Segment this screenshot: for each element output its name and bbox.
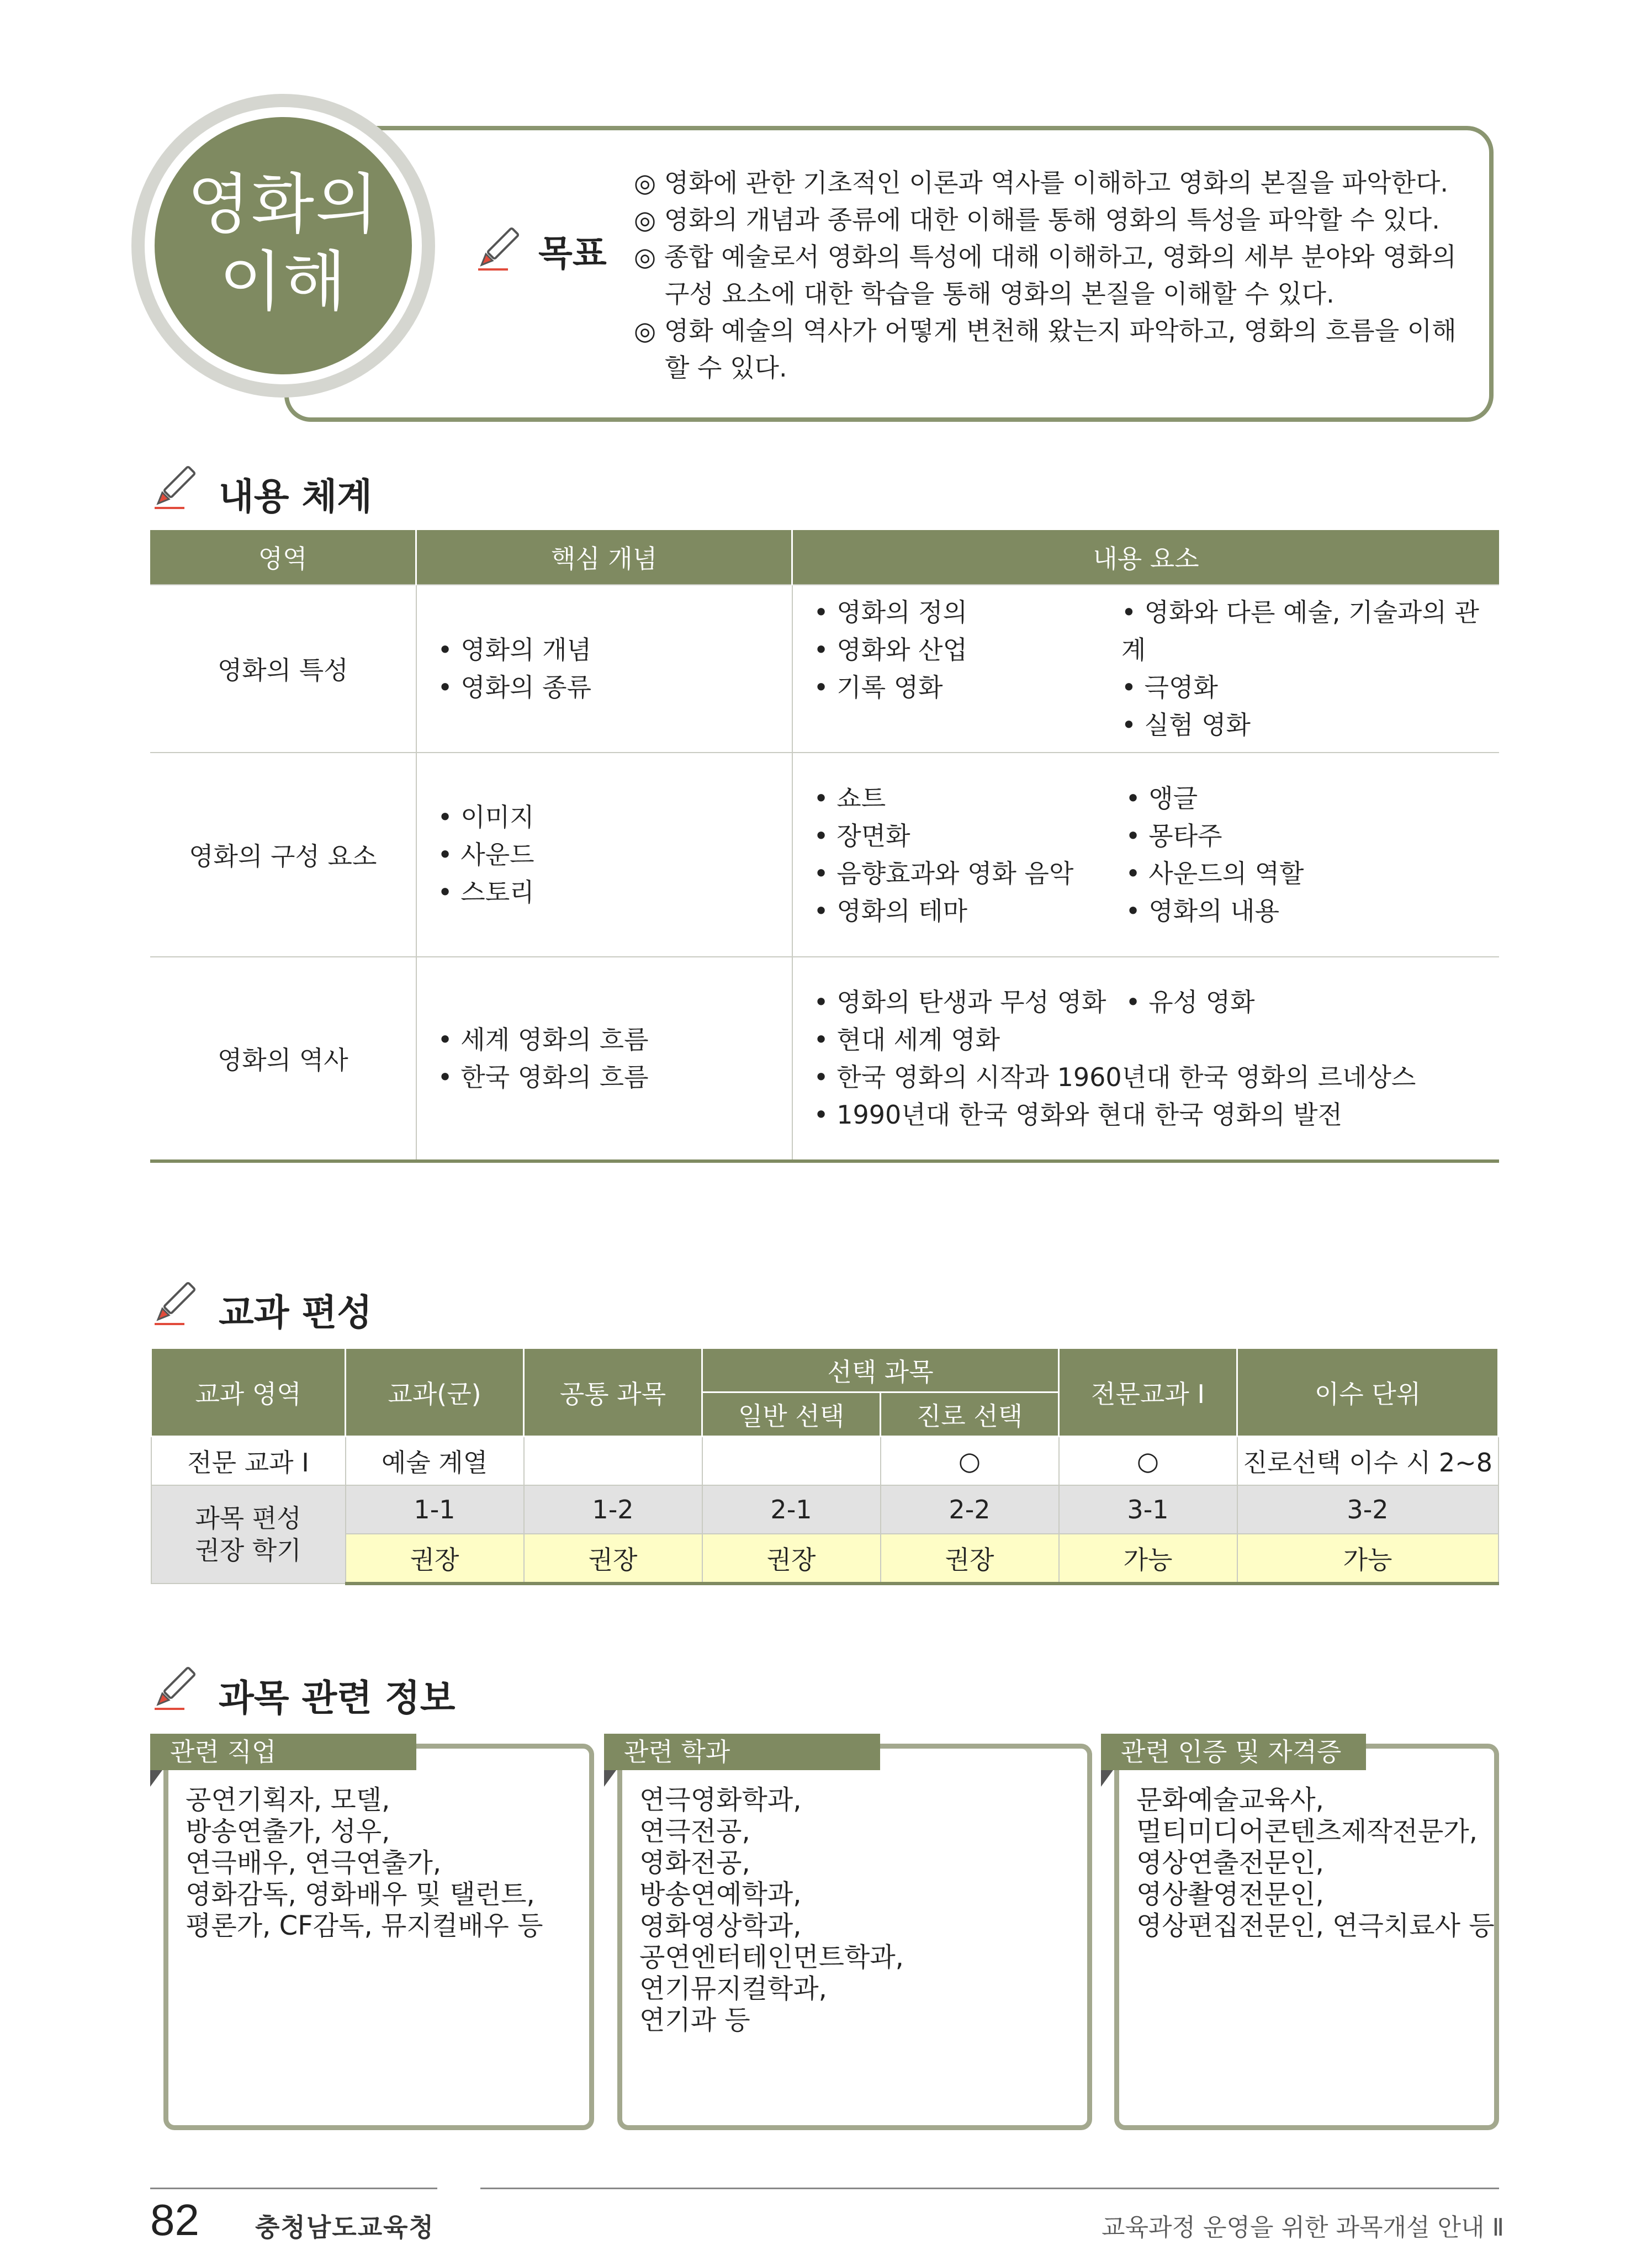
info-line: 영상편집전문인, 연극치료사 등 — [1136, 1910, 1495, 1941]
info-line: 연극전공, — [639, 1816, 750, 1847]
page-number: 82 — [150, 2195, 199, 2244]
core-item: • 스토리 — [437, 877, 534, 907]
recommend-cell: 권장 — [346, 1534, 524, 1584]
header-common: 공통 과목 — [524, 1348, 702, 1437]
table-cell: 진로선택 이수 시 2~8 — [1237, 1437, 1499, 1486]
semester-cell: 2-2 — [881, 1485, 1059, 1534]
table-row — [151, 1485, 1499, 1534]
info-line: 영화감독, 영화배우 및 탤런트, — [186, 1879, 535, 1910]
recommend-cell: 권장 — [702, 1534, 881, 1584]
pencil-icon — [474, 220, 529, 275]
content-item: • 영화와 산업 — [813, 635, 968, 665]
core-cell — [416, 957, 792, 1161]
table-cell: ○ — [881, 1437, 1059, 1486]
pencil-icon — [150, 458, 205, 513]
table-cell: 예술 계열 — [346, 1437, 524, 1486]
footer-organization: 충청남도교육청 — [255, 2212, 435, 2242]
content-item: • 실험 영화 — [1121, 710, 1251, 740]
content-item: • 유성 영화 — [1125, 987, 1255, 1017]
curriculum-table — [150, 1347, 1499, 1585]
semester-cell: 2-1 — [702, 1485, 881, 1534]
content-cell — [792, 753, 1500, 957]
info-line: 멀티미디어콘텐츠제작전문가, — [1136, 1816, 1478, 1847]
core-item: • 사운드 — [437, 840, 534, 870]
core-item: • 영화의 종류 — [437, 673, 592, 702]
info-line: 영상촬영전문인, — [1136, 1879, 1324, 1910]
info-line: 공연기획자, 모델, — [186, 1785, 390, 1815]
footer-divider — [480, 2188, 1499, 2189]
footer-divider — [150, 2188, 437, 2189]
table-header-row — [150, 530, 1499, 585]
table-cell — [702, 1437, 881, 1486]
tab-notch — [1101, 1770, 1113, 1787]
table-row — [150, 957, 1499, 1161]
content-item: • 몽타주 — [1125, 821, 1222, 851]
semester-cell: 3-1 — [1059, 1485, 1237, 1534]
core-item: • 세계 영화의 흐름 — [437, 1025, 649, 1055]
info-line: 연극영화학과, — [639, 1785, 802, 1815]
footer-guide-title: 교육과정 운영을 위한 과목개설 안내 Ⅱ — [1102, 2214, 1505, 2242]
info-line: 평론가, CF감독, 뮤지컬배우 등 — [186, 1910, 543, 1941]
info-line: 문화예술교육사, — [1136, 1785, 1324, 1815]
pencil-icon — [150, 1659, 205, 1714]
recommend-label: 과목 편성 권장 학기 — [151, 1485, 346, 1584]
header-area: 영역 — [150, 530, 416, 585]
header-career: 진로 선택 — [881, 1392, 1059, 1437]
core-cell — [416, 753, 792, 957]
content-cell — [792, 585, 1500, 753]
header-core: 핵심 개념 — [416, 530, 792, 585]
content-item: • 한국 영화의 시작과 1960년대 한국 영화의 르네상스 — [813, 1062, 1416, 1092]
area-cell: 영화의 역사 — [150, 957, 416, 1161]
content-item: • 장면화 — [813, 821, 910, 851]
related-certificates-text — [1136, 1785, 1495, 1942]
content-item: • 앵글 — [1125, 783, 1198, 813]
table-cell: ○ — [1059, 1437, 1237, 1486]
related-jobs-text — [186, 1785, 543, 1942]
header-general: 일반 선택 — [702, 1392, 881, 1437]
tab-notch — [150, 1770, 162, 1787]
section-title-content: 내용 체계 — [219, 475, 373, 518]
table-header-row — [151, 1348, 1499, 1392]
section-title-curriculum: 교과 편성 — [219, 1291, 373, 1334]
content-item: • 음향효과와 영화 음악 — [813, 859, 1074, 888]
area-cell: 영화의 특성 — [150, 585, 416, 753]
core-item: • 한국 영화의 흐름 — [437, 1062, 649, 1092]
info-line: 영화영상학과, — [639, 1910, 802, 1941]
header-special: 전문교과 Ⅰ — [1059, 1348, 1237, 1437]
content-item: • 영화의 테마 — [813, 896, 968, 926]
content-item: • 쇼트 — [813, 783, 886, 813]
semester-cell: 3-2 — [1237, 1485, 1499, 1534]
content-item: • 1990년대 한국 영화와 현대 한국 영화의 발전 — [813, 1100, 1343, 1130]
goal-item: ◎ 종합 예술로서 영화의 특성에 대해 이해하고, 영화의 세부 분야와 영화의 구성 요소에 대한 학습을 통해 영화의 본질을 이해할 수 있다. — [634, 242, 1457, 309]
related-certificates-tab: 관련 인증 및 자격증 — [1101, 1734, 1366, 1770]
info-line: 연기과 등 — [639, 2005, 750, 2036]
related-departments-text — [639, 1785, 904, 2036]
recommend-cell: 가능 — [1059, 1534, 1237, 1584]
table-row — [150, 585, 1499, 753]
content-table — [150, 530, 1499, 1163]
content-item: • 영화의 내용 — [1125, 896, 1280, 926]
content-item: • 극영화 — [1121, 673, 1218, 702]
header-elective: 선택 과목 — [702, 1348, 1059, 1392]
recommend-cell: 권장 — [881, 1534, 1059, 1584]
table-row — [151, 1437, 1499, 1486]
goal-item: ◎ 영화 예술의 역사가 어떻게 변천해 왔는지 파악하고, 영화의 흐름을 이해할 수 있다. — [634, 316, 1457, 383]
core-cell — [416, 585, 792, 753]
info-line: 영화전공, — [639, 1847, 750, 1878]
related-departments-tab: 관련 학과 — [604, 1734, 880, 1770]
header-content: 내용 요소 — [792, 530, 1500, 585]
table-cell — [524, 1437, 702, 1486]
content-item: • 사운드의 역할 — [1125, 859, 1304, 888]
area-cell: 영화의 구성 요소 — [150, 753, 416, 957]
info-line: 연기뮤지컬학과, — [639, 1973, 827, 2004]
content-item: • 현대 세계 영화 — [813, 1025, 1000, 1055]
table-row — [151, 1534, 1499, 1584]
info-line: 영상연출전문인, — [1136, 1847, 1324, 1878]
content-item: • 영화와 다른 예술, 기술과의 관계 — [1121, 597, 1479, 665]
recommend-cell: 가능 — [1237, 1534, 1499, 1584]
content-item: • 영화의 정의 — [813, 597, 968, 627]
tab-notch — [604, 1770, 616, 1787]
info-line: 연극배우, 연극연출가, — [186, 1847, 442, 1878]
core-item: • 이미지 — [437, 802, 534, 832]
core-item: • 영화의 개념 — [437, 635, 592, 665]
header-area: 교과 영역 — [151, 1348, 346, 1437]
goal-item: ◎ 영화에 관한 기초적인 이론과 역사를 이해하고 영화의 본질을 파악한다. — [634, 168, 1449, 198]
semester-cell: 1-2 — [524, 1485, 702, 1534]
info-line: 방송연출가, 성우, — [186, 1816, 390, 1847]
related-jobs-tab: 관련 직업 — [150, 1734, 416, 1770]
pencil-icon — [150, 1274, 205, 1330]
semester-cell: 1-1 — [346, 1485, 524, 1534]
section-title-related: 과목 관련 정보 — [219, 1677, 456, 1719]
header-units: 이수 단위 — [1237, 1348, 1499, 1437]
content-cell — [792, 957, 1500, 1161]
goal-label: 목표 — [538, 234, 607, 274]
content-item: • 기록 영화 — [813, 673, 943, 702]
goal-list — [634, 165, 1473, 386]
info-line: 방송연예학과, — [639, 1879, 802, 1910]
table-row — [150, 753, 1499, 957]
content-item: • 영화의 탄생과 무성 영화 — [813, 987, 1106, 1017]
page-title: 영화의 이해 — [187, 166, 379, 320]
header-group: 교과(군) — [346, 1348, 524, 1437]
table-cell: 전문 교과 Ⅰ — [151, 1437, 346, 1486]
recommend-cell: 권장 — [524, 1534, 702, 1584]
goal-item: ◎ 영화의 개념과 종류에 대한 이해를 통해 영화의 특성을 파악할 수 있다. — [634, 205, 1440, 235]
info-line: 공연엔터테인먼트학과, — [639, 1942, 904, 1973]
